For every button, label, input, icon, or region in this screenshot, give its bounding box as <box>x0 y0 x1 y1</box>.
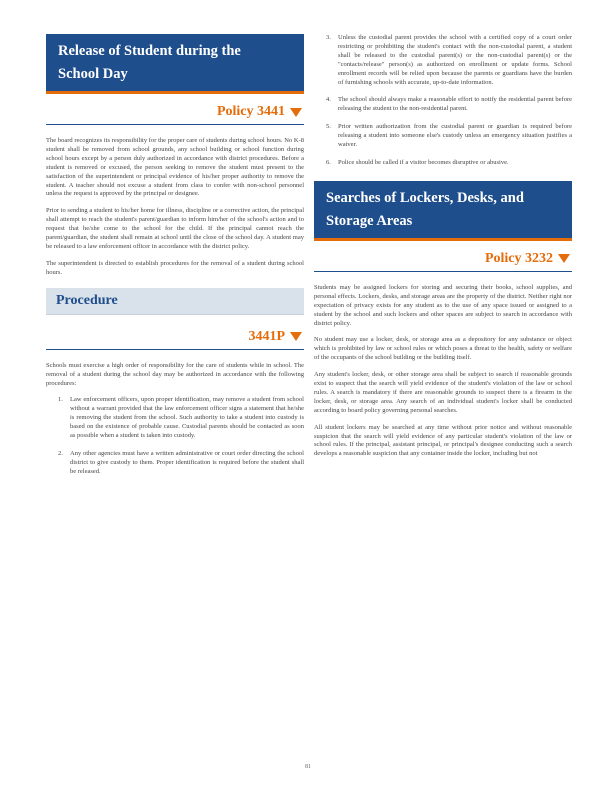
searches-title-box <box>314 181 572 241</box>
searches-paragraph-3: Any student's locker, desk, or other storage area shall be subject to search if reasonable grounds exist to suspect that the search will yield evidence of the student's violation of the law or school rules. A search is mandatory if there are reasonable grounds to suspect there is a firearm in the locker, desk, or storage area. Any search of an individual student's locker shall be conducted according to board policy governing personal searches. <box>314 371 572 414</box>
release-paragraph-1: The board recognizes its responsibility for the proper care of students during school hours. No K-8 student shall be removed from school grounds, any school building or school function during school hours except by a person duly authorized in accordance with district procedures. Before a student is removed or excused, the person seeking to remove the student must present to the satisfaction of the superintendent or principal evidence of his/her proper authority to remove the student. A teacher should not excuse a student from class to confer with non-school personnel unless the request is approved by the principal or designee. <box>46 137 304 198</box>
procedure-heading: Procedure <box>46 288 304 315</box>
step-number: 5. <box>326 123 331 131</box>
step-number: 6. <box>326 158 331 166</box>
left-column <box>46 0 304 486</box>
procedure-steps-right <box>314 34 572 168</box>
searches-title-line2: Storage Areas <box>326 212 413 229</box>
step-number: 2. <box>58 449 63 457</box>
step-text: Police should be called if a visitor becomes disruptive or abusive. <box>338 158 509 166</box>
searches-paragraph-2: No student may use a locker, desk, or storage area as a depository for any substance or object which is prohibited by law or school rules or which poses a threat to the health, safety or welfare of the occupants of the school building or the building itself. <box>314 336 572 362</box>
procedure-code-label <box>46 329 304 350</box>
step-text: Law enforcement officers, upon proper identification, may remove a student from school without a warrant provided that the law enforcement officer signs a statement that he/she is removing the student from the school. Such authority to take a student into custody is based on the existence of probable cause. Custodial parents should be contacted as soon as possible when a student is taken into custody. <box>70 396 304 440</box>
procedure-code: 3441P <box>248 328 285 344</box>
procedure-step <box>326 34 572 87</box>
searches-paragraph-1: Students may be assigned lockers for storing and securing their books, school supplies, and personal effects. Lockers, desks, and storage areas are the property of the district. Neither right nor expectation of privacy exists for any student as to the use of any space issued or assigned to a student by the school and such lockers and other spaces are subject to search in accordance with district policy. <box>314 283 572 327</box>
step-number: 1. <box>58 396 63 404</box>
release-title-line2: School Day <box>58 66 128 82</box>
release-paragraph-2: Prior to sending a student to his/her home for illness, discipline or a corrective action, the principal shall attempt to reach the student's parent/guardian to inform him/her of the school's action and to request that he/she come to the school for the child. If the principal cannot reach the parent/guardian, the student shall remain at school until the close of the school day. A student may be released to a law enforcement officer in accordance with the district policy. <box>46 207 304 250</box>
triangle-down-icon <box>290 332 302 341</box>
policy-number: Policy 3232 <box>484 250 553 266</box>
page-number: 81 <box>305 764 311 770</box>
step-number: 3. <box>326 34 331 41</box>
step-text: Any other agencies must have a written administrative or court order directing the school district to give custody to them. Proper identification is required before the student shall be released. <box>70 449 304 475</box>
release-policy-label <box>46 104 304 125</box>
searches-policy-label <box>314 251 572 272</box>
step-text: Unless the custodial parent provides the school with a certified copy of a court order restricting or prohibiting the student's contact with the non-custodial parent, a student shall be released to the custodial parent(s) or the non-custodial parent(s) or the "contacts/release" person(s) as authorized on enrollment or update forms. School enrollment records will be relied upon because the parents or guardians have the burden of furnishing schools with accurate, up-to-date information. <box>338 34 572 86</box>
release-title-box <box>46 34 304 94</box>
step-text: Prior written authorization from the custodial parent or guardian is required before releasing a student into someone else's custody unless an emergency situation justifies a waiver. <box>338 123 572 149</box>
release-paragraph-3: The superintendent is directed to establish procedures for the removal of a student during school hours. <box>46 259 304 276</box>
release-title-line1: Release of Student during the <box>58 43 241 59</box>
triangle-down-icon <box>558 254 570 263</box>
triangle-down-icon <box>290 108 302 117</box>
searches-paragraph-4: All student lockers may be searched at any time without prior notice and without reasonable suspicion that the search will yield evidence of any particular student's violation of the law or school rules. If the principal, assistant principal, or principal's designee conducting such a search develops a reasonable suspicion that any container inside the locker, including but not <box>314 423 572 458</box>
procedure-intro: Schools must exercise a high order of responsibility for the care of students while in school. The removal of a student during the school day may be authorized in accordance with the following procedures: <box>46 361 304 387</box>
policy-number: Policy 3441 <box>216 104 285 119</box>
procedure-steps-left <box>46 396 304 476</box>
procedure-step <box>326 96 572 114</box>
step-number: 4. <box>326 96 331 104</box>
searches-title-line1: Searches of Lockers, Desks, and <box>326 189 524 206</box>
right-column <box>314 0 572 467</box>
procedure-step <box>326 123 572 150</box>
step-text: The school should always make a reasonable effort to notify the residential parent before releasing the student to the non-residential parent. <box>338 96 572 113</box>
procedure-step <box>326 159 572 168</box>
procedure-step <box>58 450 304 477</box>
procedure-step <box>58 396 304 441</box>
